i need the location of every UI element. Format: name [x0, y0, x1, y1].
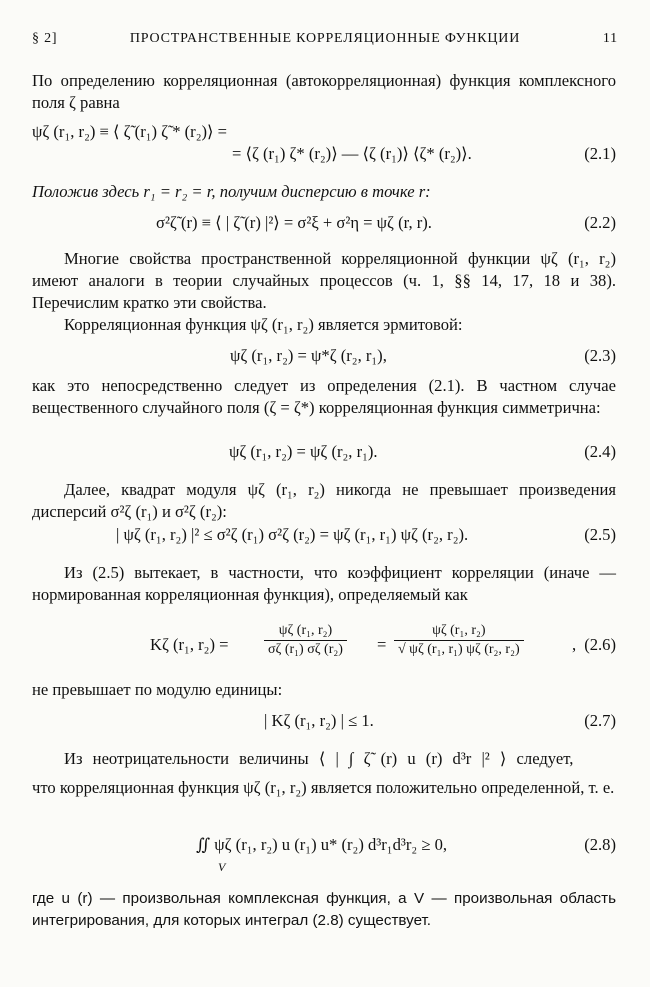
page-number: 11	[602, 31, 618, 46]
equation-2-1-line1: ψζ (r₁, r₂) ≡ ⟨ ζ̃ (r₁) ζ̃ * (r₂)⟩ =	[32, 122, 227, 141]
fraction-2-denominator: √ ψζ (r₁, r₁) ψζ (r₂, r₂)	[398, 642, 520, 657]
paragraph-hermitian: Корреляционная функция ψζ (r₁, r₂) является эрмитовой:	[64, 315, 463, 334]
equation-2-5-number: (2.5)	[584, 525, 616, 544]
paragraph-properties: Многие свойства пространственной корреляционной функции ψζ (r₁, r₂) имеют аналоги в теории случайных процессов (ч. 1, §§ 14, 17, 18 и 38). Перечислим кратко эти свойства.	[32, 249, 616, 312]
fraction-2-numerator: ψζ (r₁, r₂)	[394, 622, 524, 641]
paragraph-bounded: не превышает по модулю единицы:	[32, 680, 283, 699]
paragraph-correlation-coefficient: Из (2.5) вытекает, в частности, что коэффициент корреляции (иначе — нормированная корреляционная функция), определяемый как	[32, 563, 616, 604]
equation-2-7-text: | Kζ (r₁, r₂) | ≤ 1.	[264, 711, 374, 730]
paragraph-where: где u (r) — произвольная комплексная функция, а V — произвольная область интегрирования, для которых интеграл (2.8) существует.	[32, 890, 616, 929]
equation-2-1-number: (2.1)	[584, 144, 616, 163]
equation-2-6-equals: =	[377, 635, 387, 654]
equation-2-6-number: (2.6)	[584, 635, 616, 654]
paragraph-dispersion: Положив здесь r₁ = r₂ = r, получим дисперсию в точке r:	[32, 182, 431, 201]
equation-2-1-line2: = ⟨ζ (r₁) ζ* (r₂)⟩ — ⟨ζ (r₁)⟩ ⟨ζ* (r₂)⟩.	[232, 144, 472, 163]
paragraph-modulus: Далее, квадрат модуля ψζ (r₁, r₂) никогда не превышает произведения дисперсий σ²ζ (r₁) и σ²ζ (r₂):	[32, 480, 616, 521]
equation-2-8-domain: V	[218, 860, 226, 874]
equation-2-6-comma: ,	[572, 635, 577, 654]
equation-2-6-fraction-2	[394, 622, 524, 659]
running-header	[32, 28, 618, 52]
running-title: ПРОСТРАНСТВЕННЫЕ КОРРЕЛЯЦИОННЫЕ ФУНКЦИИ	[129, 31, 521, 46]
equation-2-2-text: σ²ζ̃ (r) ≡ ⟨ | ζ̃ (r) |²⟩ = σ²ξ + σ²η = ψζ (r, r).	[156, 213, 432, 232]
equation-2-6-lhs: Kζ (r₁, r₂) =	[150, 635, 229, 654]
equation-2-6-fraction-1	[264, 622, 347, 659]
fraction-1-numerator: ψζ (r₁, r₂)	[264, 622, 347, 641]
equation-2-5-text: | ψζ (r₁, r₂) |² ≤ σ²ζ (r₁) σ²ζ (r₂) = ψζ (r₁, r₁) ψζ (r₂, r₂).	[116, 525, 469, 544]
equation-2-7-number: (2.7)	[584, 711, 616, 730]
equation-2-1	[32, 121, 616, 143]
equation-2-8-number: (2.8)	[584, 835, 616, 854]
equation-2-6	[32, 622, 616, 668]
equation-2-3-number: (2.3)	[584, 346, 616, 365]
paragraph-real-field: как это непосредственно следует из определения (2.1). В частном случае вещественного случайного поля (ζ = ζ*) корреляционная функция симметрична:	[32, 376, 616, 417]
equation-2-3-text: ψζ (r₁, r₂) = ψ*ζ (r₂, r₁),	[230, 346, 387, 365]
fraction-1-denominator: σζ (r₁) σζ (r₂)	[268, 642, 343, 657]
equation-2-2-number: (2.2)	[584, 213, 616, 232]
equation-2-4-text: ψζ (r₁, r₂) = ψζ (r₂, r₁).	[229, 442, 378, 461]
equation-2-8	[32, 834, 616, 874]
equation-2-8-text: ∬ ψζ (r₁, r₂) u (r₁) u* (r₂) d³r₁d³r₂ ≥ 0,	[196, 835, 448, 854]
equation-2-4-number: (2.4)	[584, 442, 616, 461]
paragraph-positive-definite: что корреляционная функция ψζ (r₁, r₂) является положительно определенной, т. е.	[32, 778, 615, 797]
section-marker: § 2]	[32, 31, 58, 46]
paragraph-nonnegativity: Из неотрицательности величины ⟨ | ∫ ζ̃ (r) u (r) d³r |² ⟩ следует,	[64, 749, 574, 768]
paragraph-definition: По определению корреляционная (автокорреляционная) функция комплексного поля ζ равна	[32, 71, 616, 112]
